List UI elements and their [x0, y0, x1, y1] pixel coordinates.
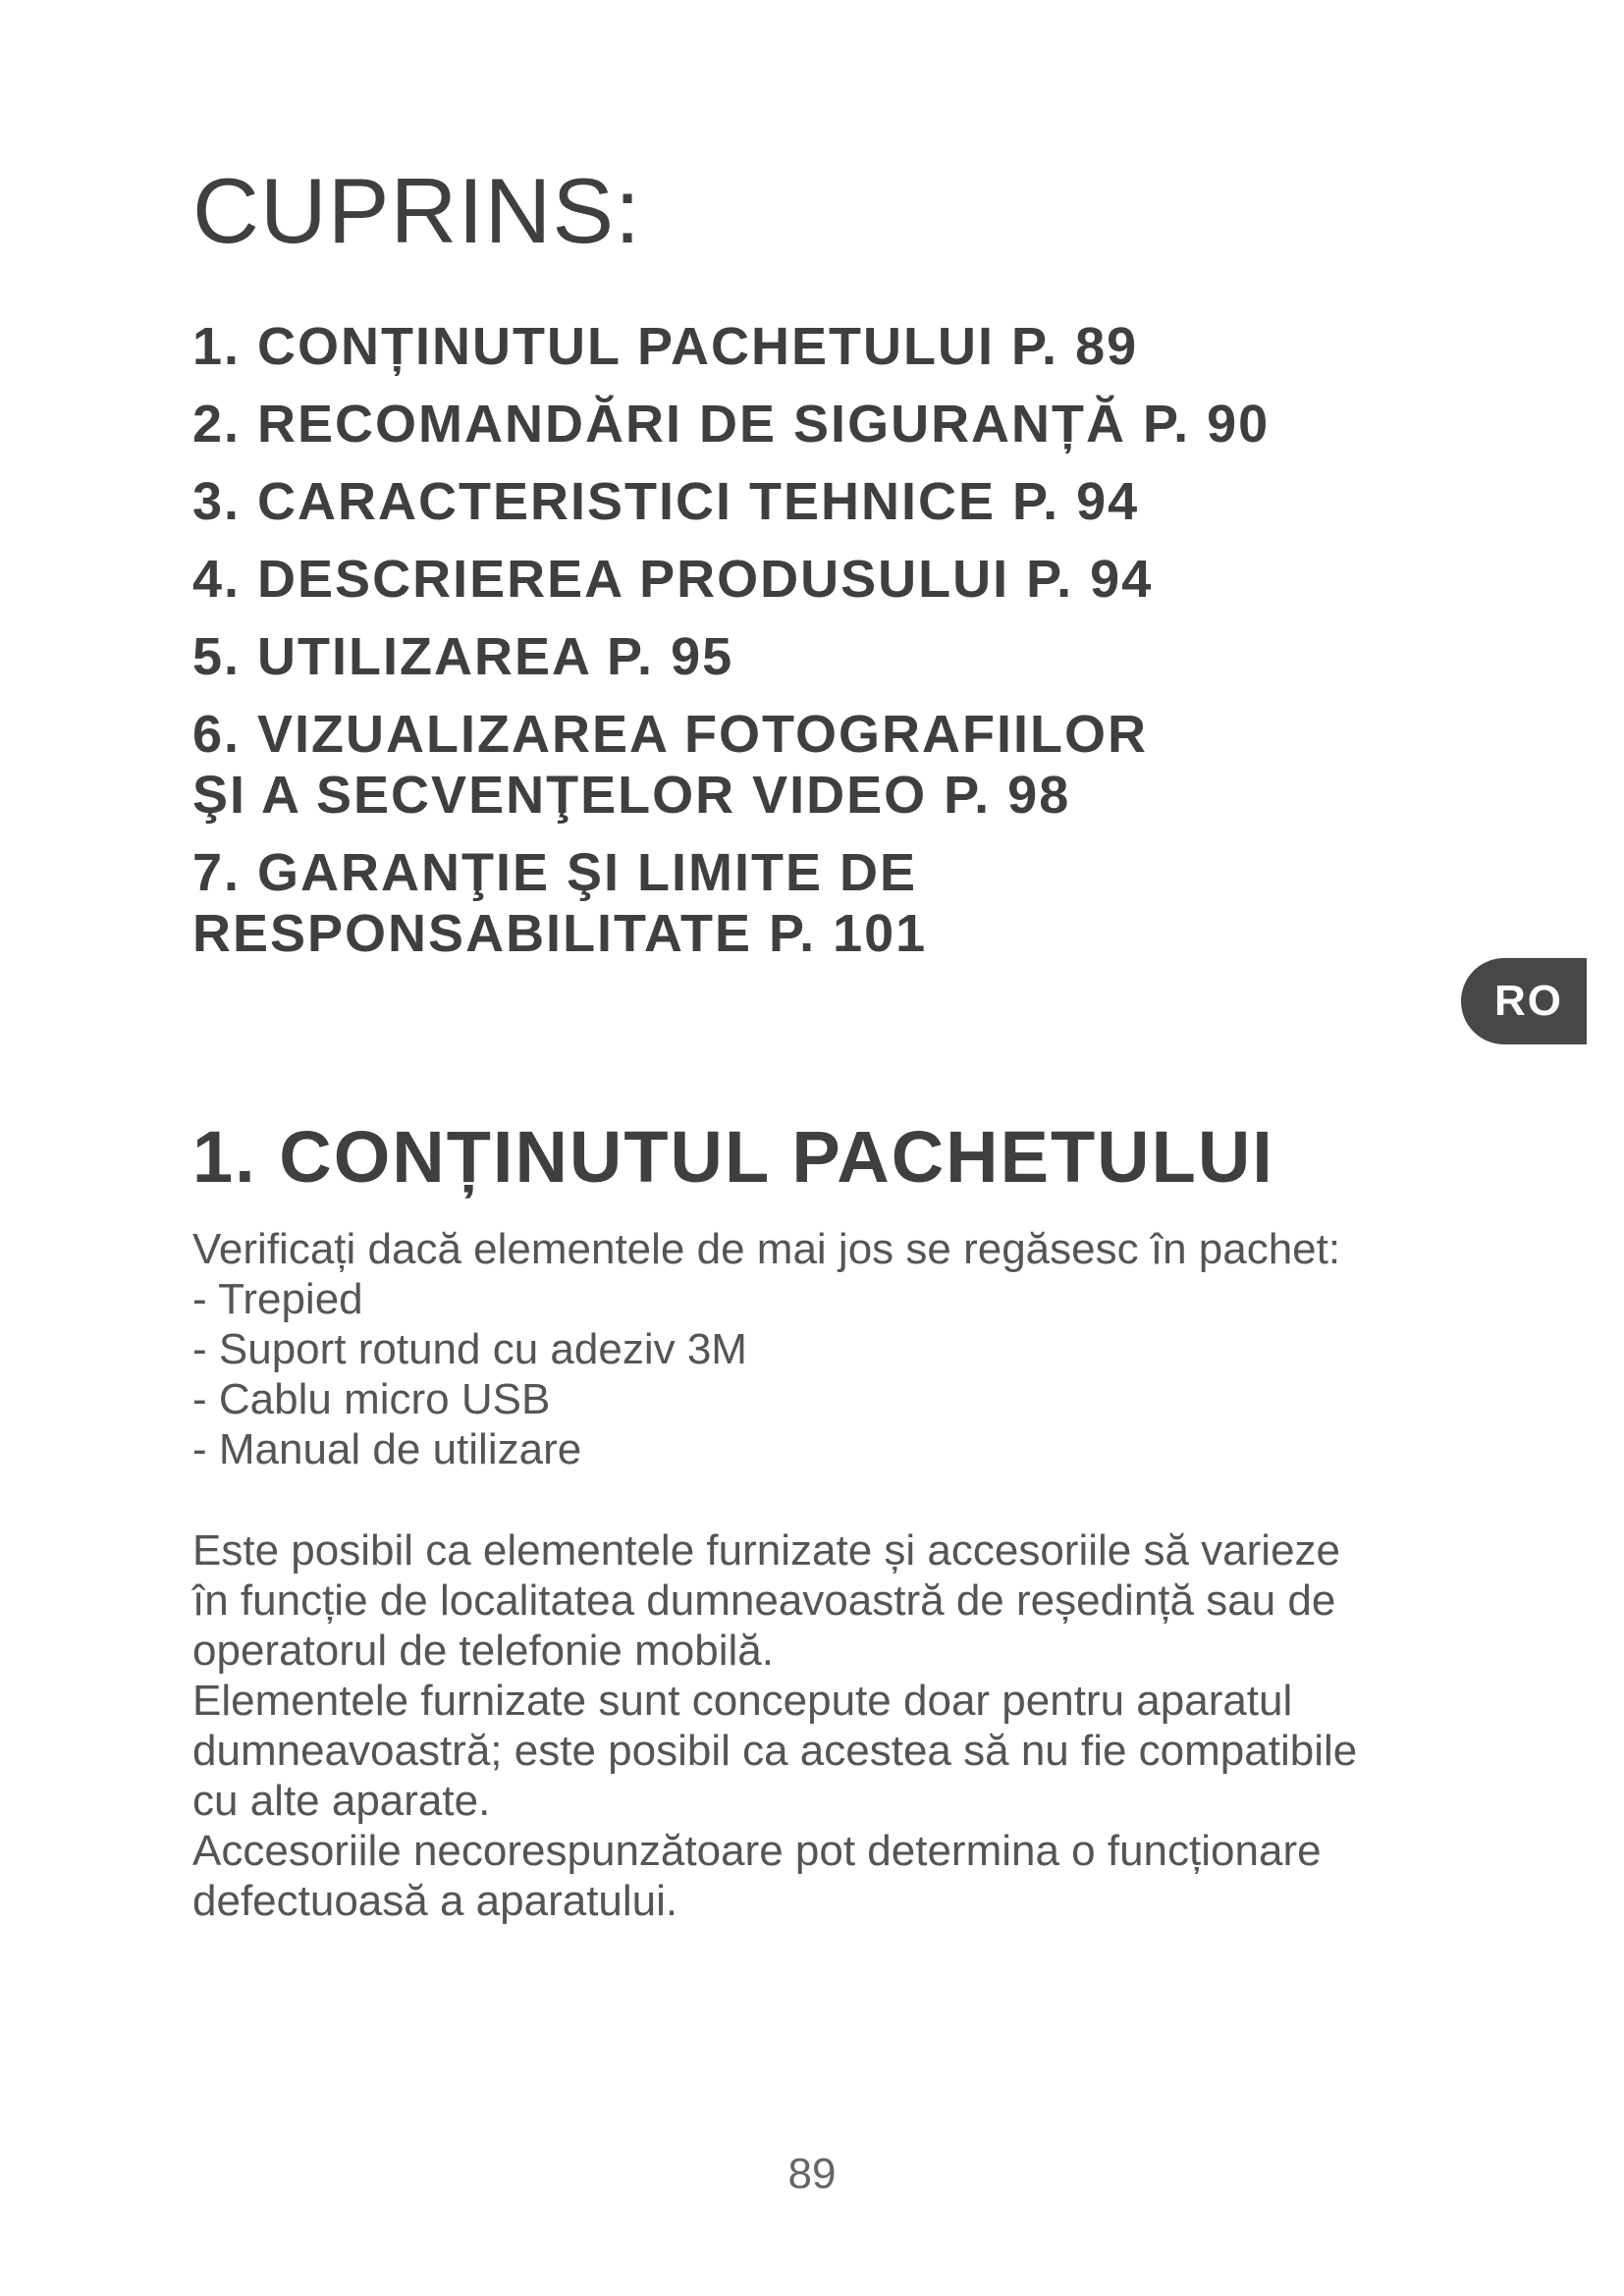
toc-item-text: 2. RECOMANDĂRI DE SIGURANȚĂ P. 90 — [192, 395, 1271, 454]
note-line: Elementele furnizate sunt concepute doar pentru aparatul — [192, 1677, 1293, 1725]
table-of-contents — [192, 316, 1420, 981]
toc-item[interactable] — [192, 549, 1420, 610]
toc-item-text: 1. CONȚINUTUL PACHETULUI P. 89 — [192, 317, 1139, 376]
toc-item-text: ŞI A SECVENŢELOR VIDEO P. 98 — [192, 766, 1071, 825]
language-tab: RO — [1461, 958, 1587, 1044]
toc-item[interactable] — [192, 471, 1420, 532]
page-number: 89 — [787, 2150, 837, 2198]
notes — [192, 1525, 1469, 1926]
list-item: - Cablu micro USB — [192, 1375, 551, 1423]
list-item: - Trepied — [192, 1275, 363, 1323]
package-contents-list — [192, 1274, 747, 1474]
note-line: Accesoriile necorespunzătoare pot determina o funcționare — [192, 1827, 1322, 1875]
note-line: Este posibil ca elementele furnizate și accesoriile să varieze — [192, 1526, 1341, 1575]
note-line: operatorul de telefonie mobilă. — [192, 1627, 774, 1675]
section-heading: 1. CONȚINUTUL PACHETULUI — [192, 1116, 1274, 1198]
toc-item-text: RESPONSABILITATE P. 101 — [192, 904, 928, 963]
toc-item-text: 3. CARACTERISTICI TEHNICE P. 94 — [192, 472, 1140, 531]
note-line: defectuoasă a aparatului. — [192, 1877, 678, 1925]
section-intro: Verificați dacă elementele de mai jos se regăsesc în pachet: — [192, 1225, 1341, 1273]
toc-item[interactable] — [192, 626, 1420, 687]
toc-item-text: 6. VIZUALIZAREA FOTOGRAFIILOR — [192, 705, 1148, 764]
toc-item[interactable] — [192, 316, 1420, 377]
note-line: în funcție de localitatea dumneavoastră de reședință sau de — [192, 1576, 1336, 1625]
list-item: - Manual de utilizare — [192, 1425, 582, 1473]
note-paragraph — [192, 1676, 1469, 1826]
note-line: cu alte aparate. — [192, 1777, 491, 1825]
toc-item-text: 7. GARANŢIE ŞI LIMITE DE — [192, 843, 918, 902]
toc-item-text: 5. UTILIZAREA P. 95 — [192, 627, 734, 686]
note-paragraph — [192, 1826, 1469, 1926]
toc-item-text: 4. DESCRIEREA PRODUSULUI P. 94 — [192, 550, 1154, 609]
toc-item[interactable] — [192, 842, 1420, 964]
note-line: dumneavoastră; este posibil ca acestea să nu fie compatibile — [192, 1727, 1358, 1775]
list-item: - Suport rotund cu adeziv 3M — [192, 1325, 747, 1373]
toc-item[interactable] — [192, 704, 1420, 826]
page-title: CUPRINS: — [192, 159, 642, 262]
toc-item[interactable] — [192, 394, 1420, 454]
note-paragraph — [192, 1525, 1469, 1676]
